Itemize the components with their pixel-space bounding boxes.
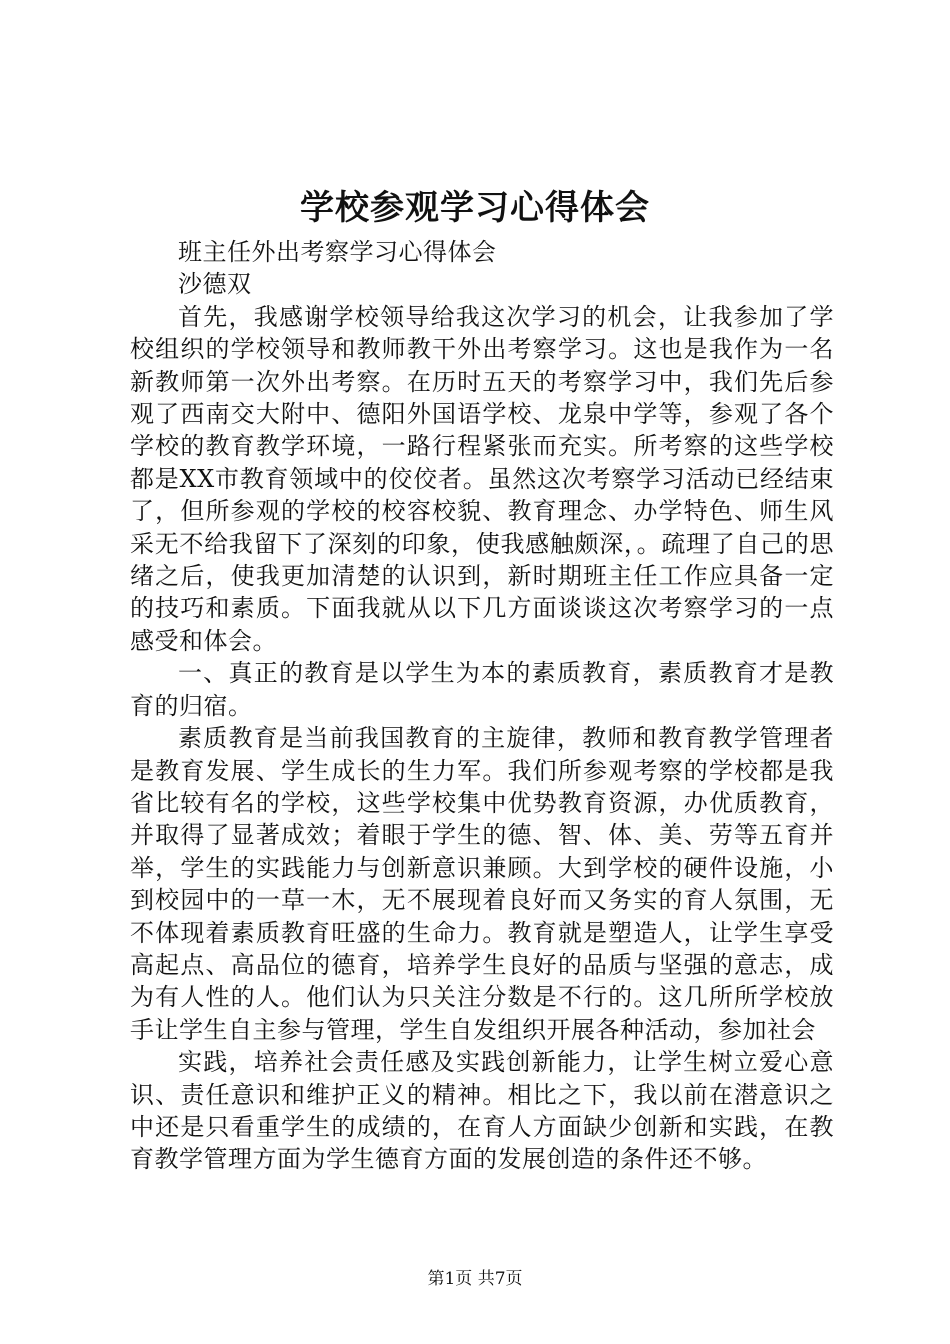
page-number-footer: 第1页 共7页 [427, 1269, 523, 1289]
document-body [130, 236, 834, 1176]
body-paragraph: 素质教育是当前我国教育的主旋律，教师和教育教学管理者是教育发展、学生成长的生力军。我们所参观考察的学校都是我省比较有名的学校，这些学校集中优势教育资源，办优质教育，并取得了显著成效；着眼于学生的德、智、体、美、劳等五育并举，学生的实践能力与创新意识兼顾。大到学校的硬件设施，小到校园中的一草一木，无不展现着良好而又务实的育人氛围，无不体现着素质教育旺盛的生命力。教育就是塑造人，让学生享受高起点、高品位的德育，培养学生良好的品质与坚强的意志，成为有人性的人。他们认为只关注分数是不行的。这几所所学校放手让学生自主参与管理，学生自发组织开展各种活动，参加社会 [130, 724, 834, 1044]
body-paragraph: 实践，培养社会责任感及实践创新能力，让学生树立爱心意识、责任意识和维护正义的精神。相比之下，我以前在潜意识之中还是只看重学生的成绩的，在育人方面缺少创新和实践，在教育教学管理方面为学生德育方面的发展创造的条件还不够。 [130, 1048, 834, 1174]
subtitle-paragraph: 班主任外出考察学习心得体会 [178, 238, 497, 266]
section-heading-paragraph: 一、真正的教育是以学生为本的素质教育，素质教育才是教育的归宿。 [130, 659, 834, 720]
author-paragraph: 沙德双 [178, 270, 252, 299]
body-paragraph: 首先，我感谢学校领导给我这次学习的机会，让我参加了学校组织的学校领导和教师教干外出考察学习。这也是我作为一名新教师第一次外出考察。在历时五天的考察学习中，我们先后参观了西南交大附中、德阳外国语学校、龙泉中学等，参观了各个学校的教育教学环境，一路行程紧张而充实。所考察的这些学校都是XX市教育领域中的佼佼者。虽然这次考察学习活动已经结束了，但所参观的学校的校容校貌、教育理念、办学特色、师生风采无不给我留下了深刻的印象，使我感触颇深，。疏理了自己的思绪之后，使我更加清楚的认识到，新时期班主任工作应具备一定的技巧和素质。下面我就从以下几方面谈谈这次考察学习的一点感受和体会。 [130, 302, 834, 655]
document-title: 学校参观学习心得体会 [300, 188, 650, 228]
